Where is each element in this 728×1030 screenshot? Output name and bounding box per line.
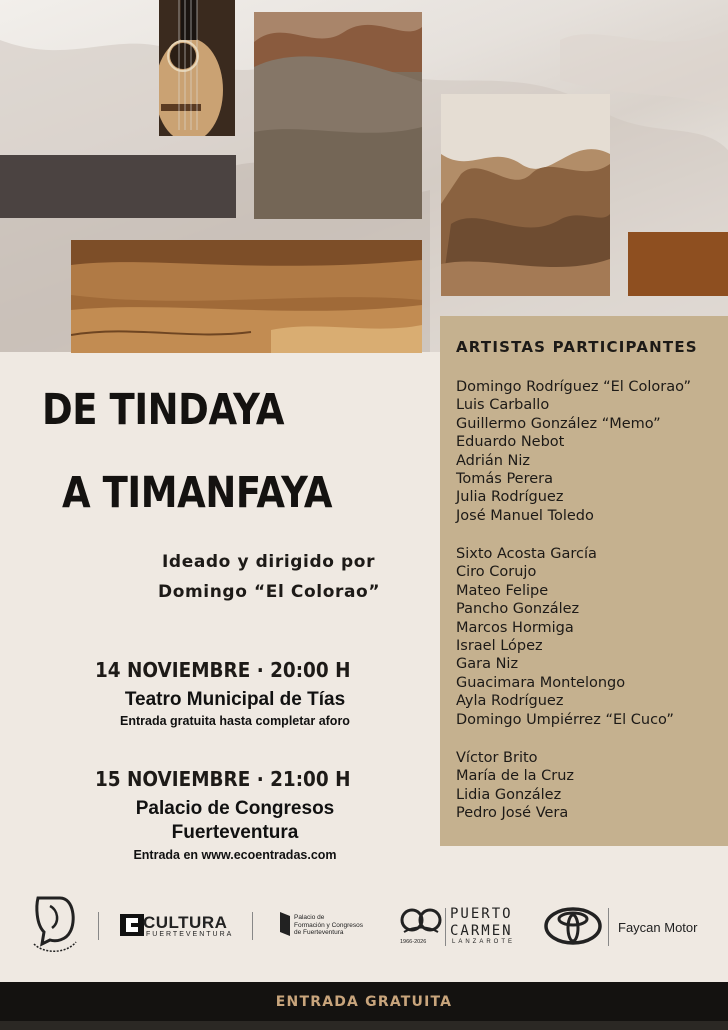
cultura-mark-icon <box>120 914 144 936</box>
faycan-motor-text: Faycan Motor <box>618 920 698 935</box>
artist-name: Domingo Umpiérrez “El Cuco” <box>456 711 674 728</box>
event-1-note: Entrada gratuita hasta completar aforo <box>120 714 350 728</box>
artist-group-1 <box>456 378 691 525</box>
free-entry-label: ENTRADA GRATUITA <box>275 994 453 1010</box>
artists-heading: ARTISTAS PARTICIPANTES <box>456 338 698 356</box>
artist-name: Luis Carballo <box>456 397 550 414</box>
puerto-carmen-emblem <box>400 906 442 938</box>
artist-name: Lidia González <box>456 786 562 803</box>
artist-name: Gara Niz <box>456 656 519 673</box>
subtitle-line-1: Ideado y dirigido por <box>162 552 376 572</box>
rust-color-block <box>628 232 728 296</box>
title-line-1: DE TINDAYA <box>42 385 285 435</box>
artist-name: Pedro José Vera <box>456 805 569 822</box>
artist-name: Guillermo González “Memo” <box>456 415 661 432</box>
rock-formation-photo <box>441 94 610 296</box>
palacio-mark-icon <box>278 910 292 938</box>
subtitle-line-2: Domingo “El Colorao” <box>158 582 381 602</box>
logo-divider <box>252 912 253 940</box>
desert-photo <box>71 240 422 353</box>
artist-name: Domingo Rodríguez “El Colorao” <box>456 379 692 395</box>
cabildo-logo <box>30 892 80 958</box>
footer-strip <box>0 1021 728 1030</box>
artist-name: Pancho González <box>456 601 580 618</box>
artist-name: Víctor Brito <box>456 750 538 766</box>
artist-name: Eduardo Nebot <box>456 434 565 451</box>
puerto-carmen-line-2: CARMEN <box>450 923 513 939</box>
volcanic-hill-photo <box>254 12 422 219</box>
cultura-logo-text: CULTURA <box>143 913 228 932</box>
artist-name: Marcos Hormiga <box>456 619 574 636</box>
artist-name: Adrián Niz <box>456 452 531 469</box>
puerto-carmen-line-1: PUERTO <box>450 906 513 922</box>
palacio-logo-text: Palacio de Formación y Congresos de Fuerteventura <box>294 914 363 936</box>
artist-name: Ayla Rodríguez <box>456 693 564 710</box>
artist-group-3 <box>456 749 574 823</box>
toyota-logo <box>544 906 602 946</box>
event-2-venue-line-1: Palacio de Congresos <box>135 798 335 819</box>
artist-name: Guacimara Montelongo <box>456 674 626 691</box>
logo-divider <box>98 912 99 940</box>
guitar-photo <box>159 0 235 136</box>
artist-name: Ciro Corujo <box>456 564 537 581</box>
cultura-logo-sub: FUERTEVENTURA <box>146 931 234 938</box>
puerto-carmen-sub: LANZAROTE <box>452 939 516 945</box>
artist-name: Sixto Acosta García <box>456 546 597 562</box>
artist-name: Julia Rodríguez <box>456 489 564 506</box>
title-line-2: A TIMANFAYA <box>62 468 333 518</box>
sponsor-logos <box>0 878 728 978</box>
artist-group-2 <box>456 545 674 729</box>
artist-name: Israel López <box>456 638 543 655</box>
event-2-note: Entrada en www.ecoentradas.com <box>133 848 337 862</box>
artist-name: María de la Cruz <box>456 768 575 785</box>
logo-divider <box>608 908 609 946</box>
event-2-venue-line-2: Fuerteventura <box>171 822 299 843</box>
puerto-carmen-years: 1966-2026 <box>400 939 427 945</box>
dark-color-block <box>0 155 236 218</box>
artist-name: Mateo Felipe <box>456 582 549 599</box>
artist-name: José Manuel Toledo <box>456 507 594 524</box>
logo-divider <box>445 908 446 946</box>
artist-name: Tomás Perera <box>456 471 553 488</box>
event-1-venue: Teatro Municipal de Tías <box>124 689 346 710</box>
event-2-date: 15 NOVIEMBRE · 21:00 H <box>95 767 351 791</box>
event-1-date: 14 NOVIEMBRE · 20:00 H <box>95 658 351 682</box>
